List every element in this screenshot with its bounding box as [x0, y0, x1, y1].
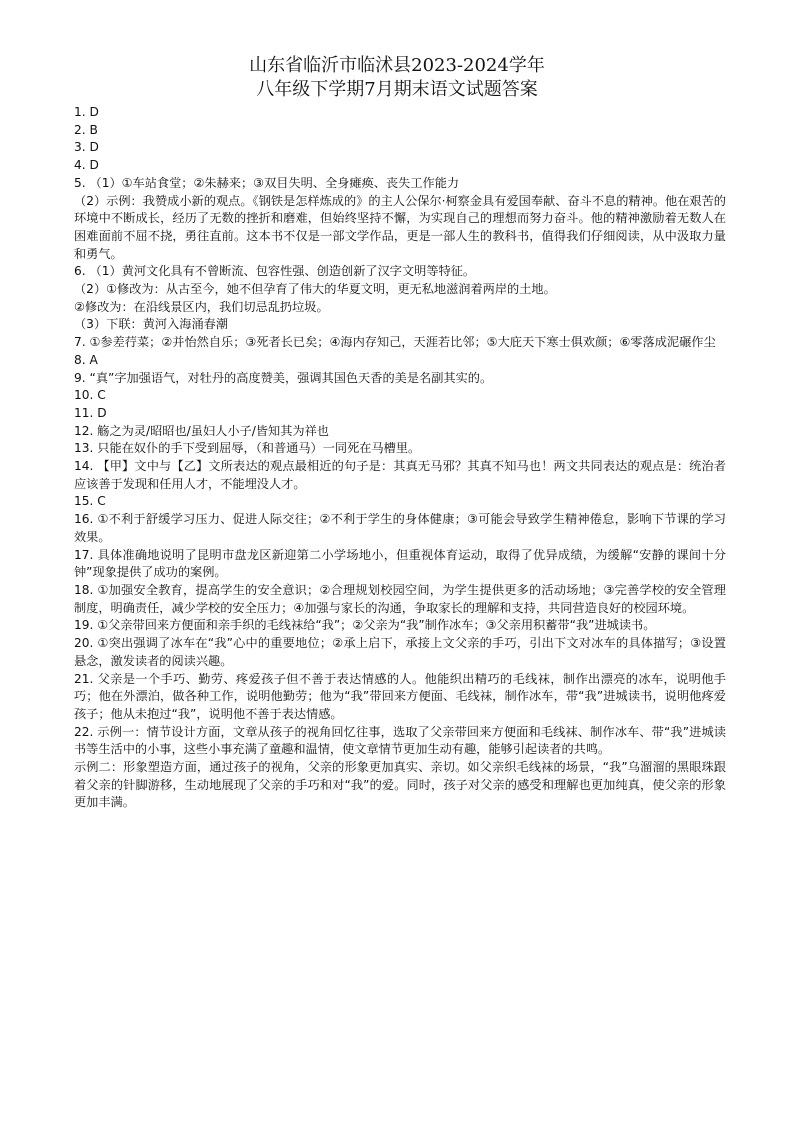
- document-title-line1: 山东省临沂市临沭县2023-2024学年: [249, 55, 545, 76]
- answer-9: 9. “真”字加强语气，对牡丹的高度赞美，强调其国色天香的美是名副其实的。: [74, 370, 493, 385]
- answer-6-part1: 6. （1）黄河文化具有不曾断流、包容性强、创造创新了汉字文明等特征。: [74, 264, 476, 279]
- answer-18: 18. ①加强安全教育，提高学生的安全意识；②合理规划校园空间，为学生提供更多的活动场地；③完善学校的安全管理制度，明确责任，减少学校的安全压力；④加强与家长的沟通，争取家长的理解和支持，共同营造良好的校园环境。: [74, 582, 726, 615]
- answer-22-example2: 示例二：形象塑造方面，通过孩子的视角，父亲的形象更加真实、亲切。如父亲织毛线袜的场景，“我”乌溜溜的黑眼珠跟着父亲的针脚游移，生动地展现了父亲的手巧和对“我”的爱。同时，孩子对父亲的感受和理解也更加纯真，使父亲的形象更加丰满。: [74, 760, 726, 810]
- answer-1: 1. D: [74, 105, 99, 119]
- answer-6-part2-b: ②修改为：在沿线景区内，我们切忌乱扔垃圾。: [74, 299, 329, 314]
- answer-22-example1: 22. 示例一：情节设计方面，文章从孩子的视角回忆往事，选取了父亲带回来方便面和毛线袜、制作冰车、带“我”进城读书等生活中的小事，这些小事充满了童趣和温情，使文章情节更加生动有趣，能够引起读者的共鸣。: [74, 724, 726, 757]
- answer-list: [74, 104, 726, 812]
- answer-16: 16. ①不利于舒缓学习压力、促进人际交往；②不利于学生的身体健康；③可能会导致学生精神倦怠，影响下节课的学习效果。: [74, 512, 726, 544]
- answer-6-part3: （3）下联：黄河入海涌春潮: [74, 317, 229, 332]
- answer-15: 15. C: [74, 494, 106, 509]
- answer-4: 4. D: [74, 158, 99, 173]
- answer-21: 21. 父亲是一个手巧、勤劳、疼爱孩子但不善于表达情感的人。他能织出精巧的毛线袜，制作出漂亮的冰车，说明他手巧；他在外漂泊，做各种工作，说明他勤劳；他为“我”带回来方便面、毛线袜，制作冰车，带“我”进城读书，说明他疼爱孩子；他从未抱过“我”，说明他不善于表达情感。: [74, 671, 726, 721]
- answer-6-part2-a: （2）①修改为：从古至今，她不但孕育了伟大的华夏文明，更无私地滋润着两岸的土地。: [74, 282, 556, 297]
- answer-5-part1: 5. （1）①车站食堂；②朱赫来；③双目失明、全身瘫痪、丧失工作能力: [74, 175, 460, 190]
- answer-7: 7. ①参差荇菜；②并怡然自乐；③死者长已矣；④海内存知己，天涯若比邻；⑤大庇天下寒士俱欢颜；⑥零落成泥碾作尘: [74, 335, 716, 350]
- answer-11: 11. D: [74, 405, 107, 420]
- answer-3: 3. D: [74, 140, 99, 155]
- answer-20: 20. ①突出强调了冰车在“我”心中的重要地位；②承上启下，承接上文父亲的手巧，引出下文对冰车的具体描写；③设置悬念，激发读者的阅读兴趣。: [74, 636, 726, 668]
- document-title-line2: 八年级下学期7月期末语文试题答案: [256, 79, 538, 100]
- answer-13: 13. 只能在奴仆的手下受到屈辱，（和普通马）一同死在马槽里。: [74, 441, 421, 456]
- answer-12: 12. 觞之为灵/昭昭也/虽妇人小子/皆知其为祥也: [74, 423, 329, 438]
- answer-2: 2. B: [74, 122, 98, 137]
- answer-17: 17. 具体准确地说明了昆明市盘龙区新迎第二小学场地小，但重视体育运动，取得了优异成绩，为缓解“安静的课间十分钟”现象提供了成功的案例。: [74, 547, 726, 580]
- answer-19: 19. ①父亲带回来方便面和亲手织的毛线袜给“我”；②父亲为“我”制作冰车；③父亲用积蓄带“我”进城读书。: [74, 618, 656, 633]
- answer-5-part2: （2）示例：我赞成小新的观点。《钢铁是怎样炼成的》的主人公保尔·柯察金具有爱国奉献、奋斗不息的精神。他在艰苦的环境中不断成长，经历了无数的挫折和磨难，但始终坚持不懈，为实现自己的理想而努力奋斗。他的精神激励着无数人在困难面前不屈不挠，勇往直前。这本书不仅是一部文学作品，更是一部人生的教科书，值得我们仔细阅读，从中汲取力量和勇气。: [74, 193, 726, 261]
- answer-10: 10. C: [74, 388, 106, 403]
- answer-8: 8. A: [74, 352, 98, 367]
- answer-14: 14. 【甲】文中与【乙】文所表达的观点最相近的句子是：其真无马邪？其真不知马也！两文共同表达的观点是：统治者应该善于发现和任用人才，不能埋没人才。: [74, 459, 726, 491]
